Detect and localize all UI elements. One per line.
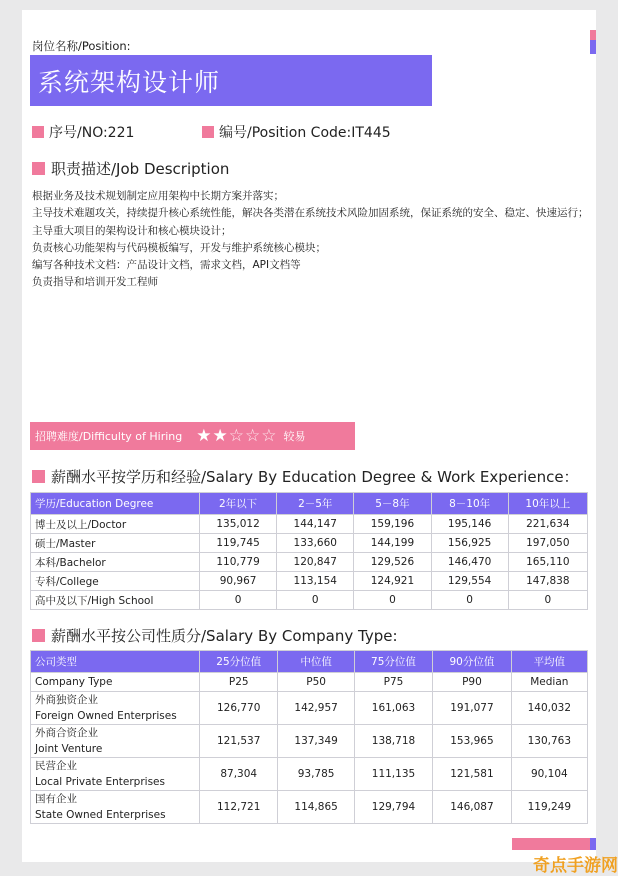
edu-salary-table (30, 492, 588, 610)
salary-cell: 114,865 (278, 791, 354, 824)
page-title: 系统架构设计师 (38, 68, 221, 97)
row-label: 外商独资企业 Foreign Owned Enterprises (31, 692, 200, 725)
salary-cell: 191,077 (433, 692, 511, 725)
salary-cell: 113,154 (277, 572, 354, 591)
table-header-cell: 2－5年 (277, 493, 354, 515)
table-header-cell: 公司类型 (31, 651, 200, 673)
job-desc-line: 负责核心功能架构与代码模板编写，开发与维护系统核心模块； (32, 241, 326, 254)
table-header-row (31, 493, 588, 515)
bullet-square-icon (202, 126, 214, 138)
salary-cell: 144,147 (277, 515, 354, 534)
salary-cell: 195,146 (431, 515, 508, 534)
subheader-cell: P50 (278, 673, 354, 692)
row-label: 外商合资企业 Joint Venture (31, 725, 200, 758)
table-header-cell: 25分位值 (200, 651, 278, 673)
subheader-cell: P25 (200, 673, 278, 692)
table-header-cell: 2年以下 (200, 493, 277, 515)
serial-text: 序号/NO:221 (49, 125, 135, 141)
serial-number (32, 122, 134, 142)
salary-cell: 133,660 (277, 534, 354, 553)
salary-cell: 165,110 (508, 553, 587, 572)
salary-cell: 93,785 (278, 758, 354, 791)
salary-cell: 129,794 (354, 791, 432, 824)
salary-cell: 90,967 (200, 572, 277, 591)
hiring-difficulty-label: 招聘难度/Difficulty of Hiring (35, 430, 183, 443)
job-desc-heading-text: 职责描述/Job Description (51, 160, 230, 178)
salary-cell: 138,718 (354, 725, 432, 758)
row-label: 博士及以上/Doctor (31, 515, 200, 534)
salary-cell: 146,087 (433, 791, 511, 824)
salary-cell: 0 (354, 591, 431, 610)
table-subheader-row (31, 673, 588, 692)
table-header-cell: 90分位值 (433, 651, 511, 673)
salary-cell: 197,050 (508, 534, 587, 553)
footer-decoration (512, 838, 596, 850)
salary-cell: 90,104 (511, 758, 587, 791)
salary-cell: 111,135 (354, 758, 432, 791)
company-salary-table (30, 650, 588, 824)
salary-cell: 130,763 (511, 725, 587, 758)
salary-cell: 110,779 (200, 553, 277, 572)
salary-cell: 156,925 (431, 534, 508, 553)
salary-cell: 140,032 (511, 692, 587, 725)
salary-cell: 137,349 (278, 725, 354, 758)
hiring-difficulty-bar (30, 422, 355, 450)
star-rating (196, 426, 277, 446)
row-label: 高中及以下/High School (31, 591, 200, 610)
salary-cell: 221,634 (508, 515, 587, 534)
subheader-cell: Median (511, 673, 587, 692)
salary-cell: 142,957 (278, 692, 354, 725)
edu-salary-heading (32, 466, 579, 487)
salary-cell: 0 (200, 591, 277, 610)
bullet-square-icon (32, 629, 45, 642)
salary-cell: 119,745 (200, 534, 277, 553)
bullet-square-icon (32, 126, 44, 138)
table-row (31, 591, 588, 610)
salary-cell: 119,249 (511, 791, 587, 824)
table-row (31, 692, 588, 725)
salary-cell: 124,921 (354, 572, 431, 591)
table-row (31, 758, 588, 791)
table-row (31, 553, 588, 572)
position-code (202, 122, 391, 142)
company-salary-heading-text: 薪酬水平按公司性质分/Salary By Company Type: (51, 627, 398, 645)
salary-cell: 120,847 (277, 553, 354, 572)
position-label: 岗位名称/Position: (32, 39, 131, 53)
row-label: Company Type (31, 673, 200, 692)
table-header-cell: 学历/Education Degree (31, 493, 200, 515)
table-row (31, 515, 588, 534)
row-label: 专科/College (31, 572, 200, 591)
table-header-cell: 8－10年 (431, 493, 508, 515)
salary-cell: 0 (277, 591, 354, 610)
table-row (31, 572, 588, 591)
salary-cell: 146,470 (431, 553, 508, 572)
hiring-difficulty-level: 较易 (283, 430, 306, 443)
subheader-cell: P75 (354, 673, 432, 692)
table-row (31, 534, 588, 553)
table-header-cell: 5－8年 (354, 493, 431, 515)
row-label: 国有企业 State Owned Enterprises (31, 791, 200, 824)
table-header-cell: 10年以上 (508, 493, 587, 515)
job-desc-line: 根据业务及技术规划制定应用架构中长期方案并落实； (32, 190, 284, 202)
salary-cell: 144,199 (354, 534, 431, 553)
star-empty-icon: ☆ (228, 426, 244, 446)
salary-cell: 0 (508, 591, 587, 610)
table-header-cell: 中位值 (278, 651, 354, 673)
watermark-logo: 奇点手游网 (533, 856, 618, 876)
bullet-square-icon (32, 470, 45, 483)
row-label: 硕士/Master (31, 534, 200, 553)
salary-cell: 161,063 (354, 692, 432, 725)
star-filled-icon: ★ (212, 426, 228, 446)
salary-cell: 112,721 (200, 791, 278, 824)
salary-cell: 147,838 (508, 572, 587, 591)
salary-cell: 87,304 (200, 758, 278, 791)
position-code-text: 编号/Position Code:IT445 (219, 125, 391, 141)
job-desc-line: 主导技术难题攻关，持续提升核心系统性能，解决各类潜在系统技术风险加固系统，保证系统的安全、稳定、快速运行； (32, 207, 589, 220)
table-header-cell: 75分位值 (354, 651, 432, 673)
subheader-cell: P90 (433, 673, 511, 692)
row-label: 本科/Bachelor (31, 553, 200, 572)
salary-cell: 0 (431, 591, 508, 610)
job-desc-line: 主导重大项目的架构设计和核心模块设计； (32, 224, 232, 237)
title-banner (30, 55, 432, 106)
corner-decoration (590, 30, 596, 54)
salary-cell: 159,196 (354, 515, 431, 534)
salary-cell: 121,537 (200, 725, 278, 758)
document-page (22, 10, 596, 862)
star-empty-icon: ☆ (261, 426, 277, 446)
salary-cell: 135,012 (200, 515, 277, 534)
job-desc-heading (32, 158, 229, 179)
table-header-row (31, 651, 588, 673)
company-salary-heading (32, 625, 398, 646)
salary-cell: 121,581 (433, 758, 511, 791)
table-row (31, 725, 588, 758)
star-empty-icon: ☆ (244, 426, 261, 446)
salary-cell: 129,554 (431, 572, 508, 591)
job-description (32, 188, 589, 292)
row-label: 民营企业 Local Private Enterprises (31, 758, 200, 791)
job-desc-line: 负责指导和培训开发工程师 (32, 276, 158, 289)
job-desc-line: 编写各种技术文档：产品设计文档，需求文档，API文档等 (32, 259, 301, 272)
salary-cell: 153,965 (433, 725, 511, 758)
table-header-cell: 平均值 (511, 651, 587, 673)
star-filled-icon: ★ (196, 426, 212, 446)
salary-cell: 126,770 (200, 692, 278, 725)
bullet-square-icon (32, 162, 45, 175)
salary-cell: 129,526 (354, 553, 431, 572)
table-row (31, 791, 588, 824)
edu-salary-heading-text: 薪酬水平按学历和经验/Salary By Education Degree & Work Experience： (51, 468, 579, 486)
